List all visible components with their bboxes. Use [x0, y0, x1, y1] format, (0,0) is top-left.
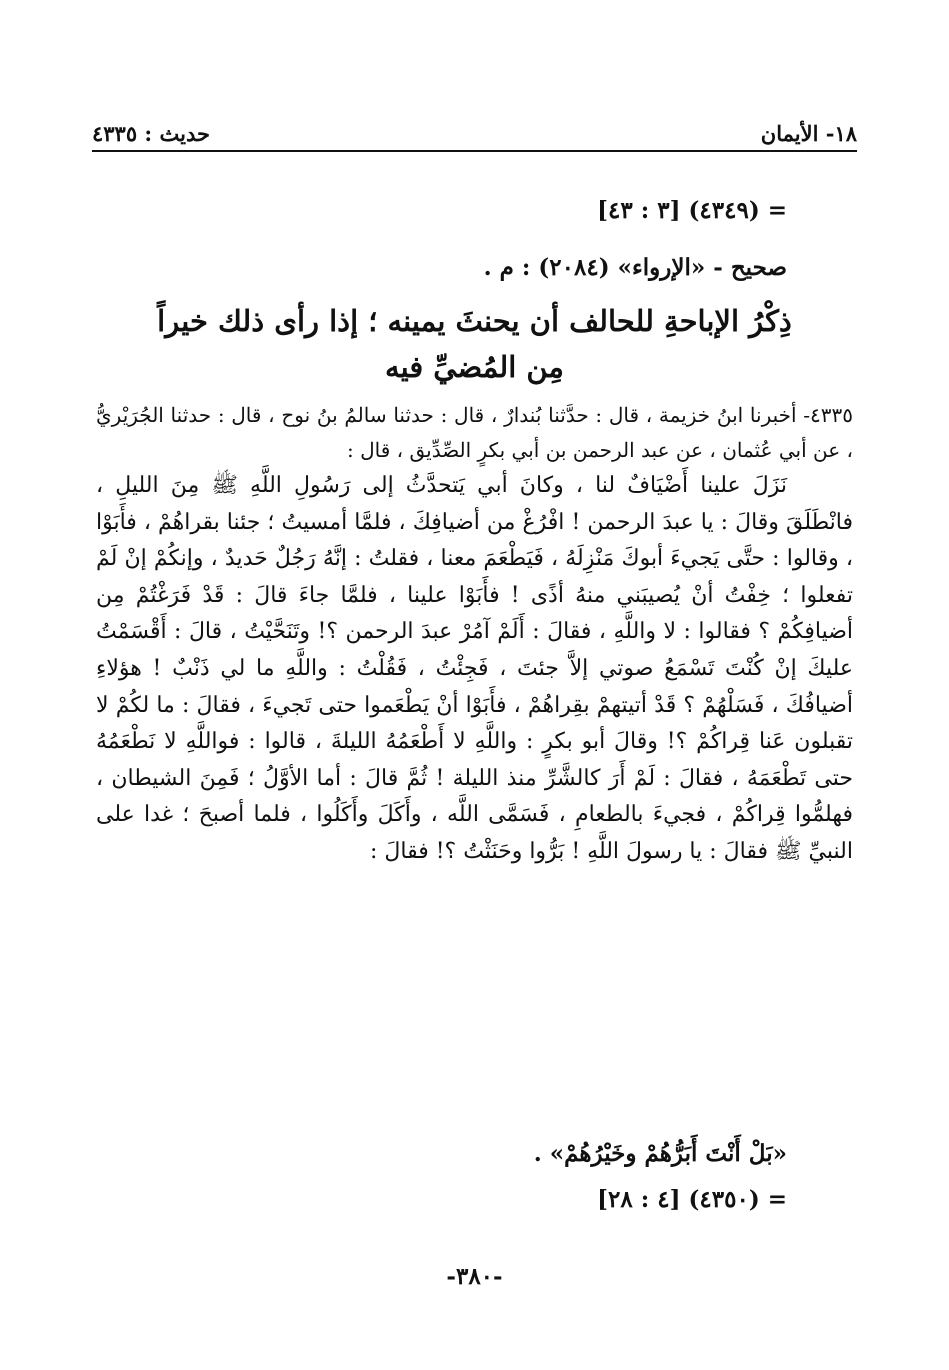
chapter-title-line-2: مِن المُضيِّ فيه — [385, 350, 564, 384]
chapter-title-line-1: ذِكْرُ الإباحةِ للحالف أن يحنثَ يمينه ؛ إذا رأى ذلك خيراً — [157, 304, 792, 338]
cross-reference-next: = (٤٣٥٠) [٤ : ٢٨] — [597, 1186, 787, 1213]
page-header — [92, 112, 857, 146]
hadith-number: حديث : ٤٣٣٥ — [92, 121, 210, 146]
header-divider — [92, 150, 857, 152]
page-number: -٣٨٠- — [446, 1263, 503, 1290]
matn-paragraph: نَزَلَ علينا أَضْيَافٌ لنا ، وكانَ أبي يَتحدَّثُ إلى رَسُولِ اللَّهِ ﷺ مِنَ الليلِ ، فانْطَلَقَ وقالَ : يا عبدَ الرحمن ! افْرُغْ من أضيافِكَ ، فلمَّا أمسيتُ ؛ جئنا بقراهُمْ ، فأَبَوْا ، وقالوا : حتَّى يَجيءَ أبوكَ مَنْزِلَهُ ، فَيَطْعَمَ معنا ، فقلتُ : إنَّهُ رَجُلٌ حَديدٌ ، وإنكُمْ إنْ لَمْ تفعلوا ؛ خِفْتُ أنْ يُصيبَني منهُ أذًى ! فأَبَوْا علينا ، فلمَّا جاءَ قالَ : قَدْ فَرَغْتُمْ مِن أضيافِكُمْ ؟ فقالوا : لا واللَّهِ ، فقالَ : أَلَمْ آمُرْ عبدَ الرحمن ؟! وتَنَحَّيْتُ ، قالَ : أَقْسَمْتُ عليكَ إنْ كُنْتَ تَسْمَعُ صوتي إلاَّ جئتَ ، فَجِئْتُ ، فَقُلْتُ : واللَّهِ ما لي ذَنْبٌ ! هؤلاءِ أضيافُكَ ، فَسَلْهُمْ ؟ قَدْ أتيتهمْ بقِراهُمْ ، فأَبَوْا أنْ يَطْعَموا حتى تَجيءَ ، فقالَ : ما لكُمْ لا تقبلون عَنا قِراكُمْ ؟! وقالَ أبو بكرٍ : واللَّهِ لا أَطْعَمُهُ الليلةَ ، قالوا : فواللَّهِ لا نَطْعَمُهُ حتى تَطْعَمَهُ ، فقالَ : لَمْ أَرَ كالشَّرِّ منذ الليلة ! ثُمَّ قالَ : أما الأوَّلُ ؛ فَمِنَ الشيطان ، فهلمُّوا قِراكُمْ ، فجيءَ بالطعامِ ، فَسَمَّى اللَّه ، وأَكَلَ وأَكَلُوا ، فلما أصبحَ ؛ غدا على النبيِّ ﷺ فقالَ : يا رسولَ اللَّهِ ! بَرُّوا وحَنَثْتُ ؟! فقالَ : — [96, 473, 853, 864]
chapter-title — [92, 298, 857, 390]
hadith-grade: صحيح - «الإرواء» (٢٠٨٤) : م . — [483, 254, 787, 281]
cross-reference-previous: = (٤٣٤٩) [٣ : ٤٣] — [597, 197, 787, 224]
isnad-paragraph: ٤٣٣٥- أخبرنا ابنُ خزيمة ، قال : حدَّثنا بُندارٌ ، قال : حدثنا سالمُ بنُ نوح ، قال : حدثنا الجُرَيْريُّ ، عن أبي عُثمان ، عن عبد الرحمن بن أبي بكرٍ الصِّدِّيق ، قال : — [96, 403, 853, 462]
hadith-body — [96, 398, 853, 871]
prophet-saying: «بَلْ أَنْتَ أَبَرُّهُمْ وخَيْرُهُمْ» . — [533, 1140, 787, 1167]
chapter-name: ١٨- الأيمان — [760, 121, 857, 146]
